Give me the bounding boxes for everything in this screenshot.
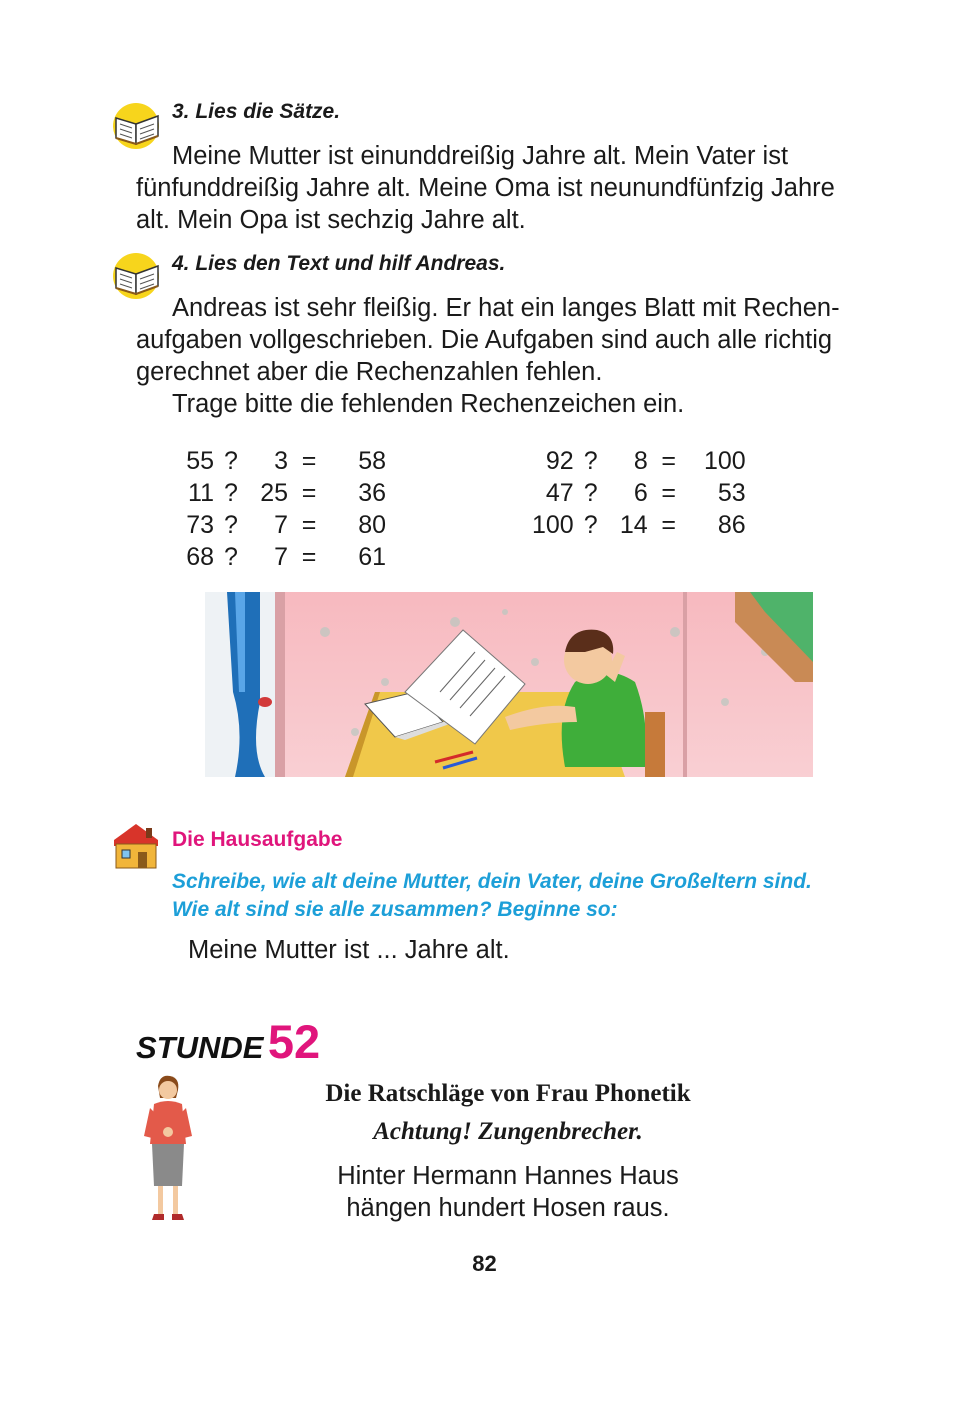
equation-equals: = — [301, 542, 317, 571]
equation-operand: 11 — [188, 478, 214, 507]
task-3-text — [136, 140, 880, 236]
equation-equals: = — [661, 510, 677, 539]
homework-task — [172, 868, 812, 924]
equation-operand: 7 — [274, 542, 288, 571]
equation-operand: 92 — [545, 446, 574, 475]
house-icon — [108, 820, 164, 870]
equation-equals: = — [301, 446, 317, 475]
equations-right — [532, 445, 746, 541]
equation-result: 53 — [717, 478, 746, 507]
task-4-line: Andreas ist sehr fleißig. Er hat ein langes Blatt mit Rechen- — [172, 294, 840, 322]
frau-phonetik-figure — [140, 1074, 196, 1224]
task-4-instruction: Trage bitte die fehlenden Rechenzeichen ein. — [172, 390, 685, 418]
equation-operand: 7 — [274, 510, 288, 539]
task-3-line: fünfunddreißig Jahre alt. Meine Oma ist neunundfünfzig Jahre — [136, 174, 835, 202]
equation-row — [532, 477, 746, 509]
tongue-twister-line: Hinter Hermann Hannes Haus — [337, 1162, 679, 1190]
lesson-subheading: Achtung! Zungenbrecher. — [373, 1118, 643, 1145]
equation-result: 58 — [358, 446, 386, 475]
equation-operand: 73 — [186, 510, 214, 539]
equation-missing-operator[interactable]: ? — [224, 478, 238, 507]
tongue-twister — [220, 1160, 796, 1224]
task-4-title: 4. Lies den Text und hilf Andreas. — [172, 252, 506, 275]
lesson-label: STUNDE — [136, 1030, 264, 1065]
equation-result: 61 — [358, 542, 386, 571]
homework-task-line: Schreibe, wie alt deine Mutter, dein Vater, deine Großeltern sind. — [172, 870, 812, 893]
equations-left — [176, 445, 386, 573]
equation-equals: = — [661, 446, 677, 475]
lesson-number: 52 — [267, 1015, 321, 1068]
equation-missing-operator[interactable]: ? — [224, 446, 238, 475]
equation-row — [176, 477, 386, 509]
page-number: 82 — [472, 1251, 497, 1276]
equation-missing-operator[interactable]: ? — [224, 510, 238, 539]
equation-operand: 3 — [274, 446, 288, 475]
equation-result: 36 — [358, 478, 386, 507]
equation-equals: = — [301, 478, 317, 507]
equation-missing-operator[interactable]: ? — [583, 510, 598, 539]
equation-row — [176, 509, 386, 541]
equation-equals: = — [661, 478, 677, 507]
lesson-header — [136, 1014, 320, 1069]
task-4-line: aufgaben vollgeschrieben. Die Aufgaben sind auch alle richtig — [136, 326, 833, 354]
task-3-title: 3. Lies die Sätze. — [172, 100, 341, 123]
equation-result: 80 — [358, 510, 386, 539]
equation-row — [532, 445, 746, 477]
homework-task-line: Wie alt sind sie alle zusammen? Beginne so: — [172, 898, 618, 921]
boy-doing-homework-illustration — [205, 592, 813, 777]
equation-operand: 100 — [532, 510, 574, 539]
homework-title: Die Hausaufgabe — [172, 828, 343, 851]
equation-missing-operator[interactable]: ? — [583, 446, 598, 475]
homework-example: Meine Mutter ist ... Jahre alt. — [188, 936, 510, 964]
task-4-text — [136, 292, 880, 420]
tongue-twister-line: hängen hundert Hosen raus. — [346, 1194, 670, 1222]
equation-operand: 55 — [186, 446, 214, 475]
equation-operand: 14 — [619, 510, 648, 539]
equation-missing-operator[interactable]: ? — [224, 542, 238, 571]
equation-row — [532, 509, 746, 541]
task-3-line: Meine Mutter ist einunddreißig Jahre alt. Mein Vater ist — [172, 142, 789, 170]
equation-row — [176, 541, 386, 573]
equation-result: 86 — [717, 510, 746, 539]
equation-operand: 25 — [260, 478, 288, 507]
equation-operand: 6 — [633, 478, 648, 507]
equation-result: 100 — [704, 446, 746, 475]
equation-operand: 68 — [186, 542, 214, 571]
equation-operand: 8 — [633, 446, 648, 475]
lesson-heading: Die Ratschläge von Frau Phonetik — [325, 1080, 691, 1107]
equation-operand: 47 — [545, 478, 574, 507]
equation-missing-operator[interactable]: ? — [583, 478, 598, 507]
equation-equals: = — [301, 510, 317, 539]
task-4-line: gerechnet aber die Rechenzahlen fehlen. — [136, 358, 603, 386]
task-3-line: alt. Mein Opa ist sechzig Jahre alt. — [136, 206, 526, 234]
equation-row — [176, 445, 386, 477]
